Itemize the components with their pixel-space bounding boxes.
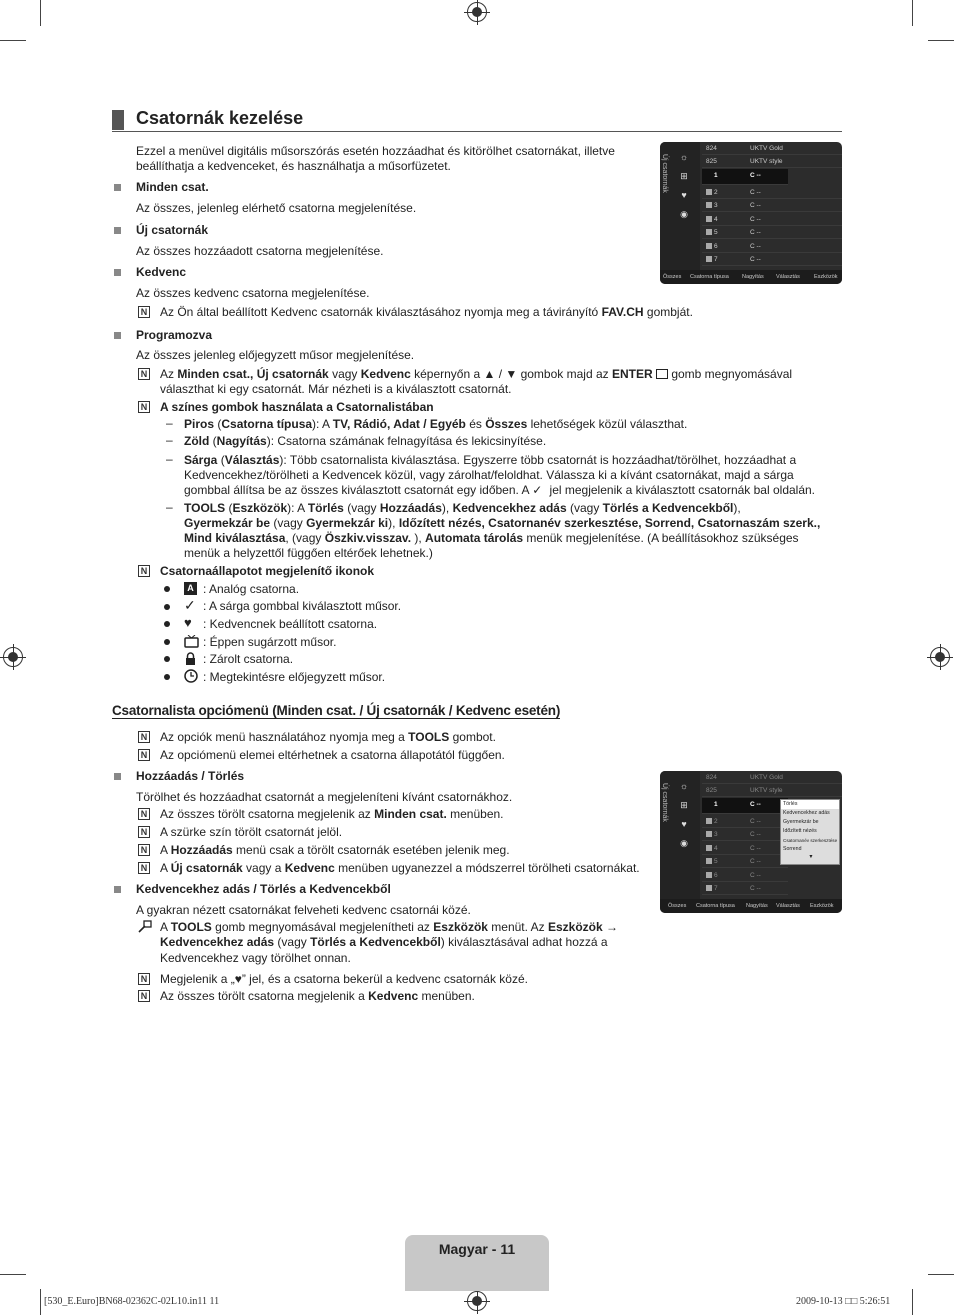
note-icon: N (138, 749, 150, 761)
channel-row: 5 C -- (702, 226, 842, 239)
note-icon: N (138, 731, 150, 743)
channel-row: 825 UKTV style (702, 155, 842, 168)
crop-mark (928, 40, 954, 41)
item-title: Programozva (136, 328, 213, 342)
note-icon: N (138, 565, 150, 577)
channel-row: 2 C -- (702, 186, 842, 199)
list-dot (164, 604, 170, 610)
bullet-icon (114, 886, 121, 893)
enter-icon (656, 369, 668, 379)
list-dot (164, 586, 170, 592)
tv-icon (184, 635, 198, 648)
note-icon: N (138, 306, 150, 318)
channel-row: 7 C -- (702, 882, 788, 895)
icon-desc: : Zárolt csatorna. (203, 652, 294, 666)
dash: – (166, 433, 173, 447)
item-desc: Az összes kedvenc csatorna megjelenítése. (136, 286, 370, 300)
clock-icon: ◉ (680, 838, 688, 848)
channel-row: 2 C -- (702, 815, 788, 828)
channel-row: 6 C -- (702, 869, 788, 882)
crop-mark (912, 0, 913, 26)
item-title: Új csatornák (136, 223, 209, 237)
registration-mark-icon (467, 1291, 487, 1311)
color-button-desc: Zöld (Nagyítás): Csatorna számának felnagyítása és lekicsinyítése. (184, 434, 547, 448)
item-desc: Az összes jelenleg előjegyzett műsor megjelenítése. (136, 348, 415, 362)
tools-menu (780, 799, 840, 865)
title-bar (112, 110, 842, 132)
note-text: Az opciómenü elemei eltérhetnek a csatorna állapotától függően. (160, 748, 505, 762)
checkmark-icon: ✓ (184, 597, 196, 613)
item-title: Hozzáadás / Törlés (136, 769, 245, 783)
tools-desc: menük a helyzettől függően eltérőek lehetnek.) (184, 546, 433, 560)
channel-list-tools-screen (660, 771, 842, 913)
crop-mark (0, 40, 26, 41)
note-icon: N (138, 826, 150, 838)
note-icon: N (138, 808, 150, 820)
page-number-tab (405, 1235, 549, 1291)
tools-desc: Gyermekzár be (vagy Gyermekzár ki), Időzített nézés, Csatornanév szerkesztése, Sorrend, Csatornaszám szerk., (184, 516, 821, 530)
intro-line: Ezzel a menüvel digitális műsorszórás esetén hozzáadhat és kitörölhet csatornákat, illetve (136, 144, 615, 158)
color-button-desc: Piros (Csatorna típusa): A TV, Rádió, Adat / Egyéb és Összes lehetőségek közül választhat. (184, 417, 688, 431)
bullet-icon (114, 269, 121, 276)
add-channel-icon: ⊞ (680, 171, 688, 181)
add-channel-icon: ⊞ (680, 800, 688, 810)
channel-row: 824 UKTV Gold (702, 142, 842, 155)
screen-footer: Összes Csatorna típusa Nagyítás Választás Eszközök (660, 899, 842, 913)
heart-icon: ♥ (681, 190, 687, 200)
tools-desc: Mind kiválasztása, (vagy Öszkiv.visszav. ), Automata tárolás menük megjelenítése. (A beállításokhoz szükséges (184, 531, 799, 545)
page-number: Magyar - 11 (438, 1241, 516, 1257)
channel-row: 4 C -- (702, 842, 788, 855)
analog-icon: A (184, 582, 197, 595)
channel-list-screen (660, 142, 842, 284)
channel-row: 3 C -- (702, 199, 842, 212)
list-dot (164, 656, 170, 662)
note-text: Az Ön által beállított Kedvenc csatornák kiválasztásához nyomja meg a távirányító FAV.CH gombját. (160, 305, 693, 319)
title-marker (112, 110, 124, 130)
tools-note: A TOOLS gomb megnyomásával megjelenítheti az Eszközök menüt. Az Eszközök → (160, 920, 619, 934)
color-button-desc: Kedvencekhez/törölheti a Kedvencek közül, vagy zárolhat/feloldhat. Válassza ki a kívánt csatornákat, majd a sárga (184, 468, 794, 482)
crop-mark (40, 0, 41, 26)
note-text: A szürke szín törölt csatornát jelöl. (160, 825, 343, 839)
bullet-icon (114, 332, 121, 339)
crop-mark (928, 1274, 954, 1275)
item-desc: Törölhet és hozzáadhat csatornát a megjeleníteni kívánt csatornákhoz. (136, 790, 513, 804)
color-button-desc: gombbal állítsa be az összes kiválasztott csatornát egy időben. A ✓ jel megjelenik a kiválasztott csatornák bal oldalán. (184, 483, 816, 497)
list-dot (164, 621, 170, 627)
screen-footer: Összes Csatorna típusa Nagyítás Választás Eszközök (660, 270, 842, 284)
note-icon: N (138, 844, 150, 856)
antenna-icon: ☼ (679, 152, 689, 162)
item-title: Minden csat. (136, 180, 209, 194)
file-info: [530_E.Euro]BN68-02362C-02L10.in11 11 (44, 1296, 220, 1307)
note-title: Csatornaállapotot megjelenítő ikonok (160, 564, 375, 578)
bullet-icon (114, 184, 121, 191)
list-dot (164, 639, 170, 645)
registration-mark-icon (930, 647, 950, 667)
icon-desc: : Analóg csatorna. (203, 582, 300, 596)
item-desc: Az összes, jelenleg elérhető csatorna megjelenítése. (136, 201, 417, 215)
tools-menu-item[interactable]: Kedvencekhez adás (783, 810, 830, 816)
note-text: Megjelenik a „♥” jel, és a csatorna bekerül a kedvenc csatornák közé. (160, 972, 528, 986)
note-text: A Új csatornák vagy a Kedvenc menüben ugyanezzel a módszerrel törölheti csatornákat. (160, 861, 640, 875)
heart-icon: ♥ (234, 972, 242, 986)
channel-row-selected: 1 C -- (702, 798, 788, 814)
note-title: A színes gombok használata a Csatornalistában (160, 400, 434, 414)
icon-desc: : Kedvencnek beállított csatorna. (203, 617, 378, 631)
tools-menu-item[interactable]: Időzített nézés (783, 828, 817, 834)
channel-row: 5 C -- (702, 855, 788, 868)
tools-desc: TOOLS (Eszközök): A Törlés (vagy Hozzáadás), Kedvencekhez adás (vagy Törlés a Kedvencekből), (184, 501, 741, 515)
bullet-icon (114, 227, 121, 234)
antenna-icon: ☼ (679, 781, 689, 791)
note-icon: N (138, 368, 150, 380)
note-text: Az összes törölt csatorna megjelenik a Kedvenc menüben. (160, 989, 475, 1003)
item-title: Kedvencekhez adás / Törlés a Kedvencekből (136, 882, 391, 896)
item-desc: Az összes hozzáadott csatorna megjelenítése. (136, 244, 384, 258)
note-icon: N (138, 862, 150, 874)
color-button-desc: Sárga (Választás): Több csatornalista kiválasztása. Egyszerre több csatornát is hozzáadhat/törölhet, hozzáadhat a (184, 453, 797, 467)
intro-line: beállíthatja a kedvenceket, és használhatja a műsorfüzetet. (136, 159, 451, 173)
crop-mark (0, 1274, 26, 1275)
note-text: Az opciók menü használatához nyomja meg a TOOLS gombot. (160, 730, 496, 744)
note-text: választhat ki egy csatornát. Már nézheti is a kiválasztott csatornát. (160, 382, 512, 396)
dash: – (166, 500, 173, 514)
channel-row: 6 C -- (702, 240, 842, 253)
icon-desc: : Éppen sugárzott műsor. (203, 635, 337, 649)
note-text: Az összes törölt csatorna megjelenik az Minden csat. menüben. (160, 807, 504, 821)
tools-note: Kedvencekhez vagy törölhet onnan. (160, 951, 351, 965)
print-timestamp: 2009-10-13 □□ 5:26:51 (796, 1296, 891, 1307)
crop-mark (912, 1289, 913, 1315)
registration-mark-icon (3, 647, 23, 667)
channel-row: 3 C -- (702, 828, 788, 841)
clock-icon (184, 669, 198, 682)
screen-side-label: Új csatornák (661, 154, 668, 193)
screen-side-label: Új csatornák (661, 783, 668, 822)
checkmark-icon: ✓ (532, 483, 543, 497)
channel-row: 4 C -- (702, 213, 842, 226)
heart-icon: ♥ (184, 615, 192, 630)
registration-mark-icon (467, 2, 487, 22)
heart-icon: ♥ (681, 819, 687, 829)
note-icon: N (138, 973, 150, 985)
clock-icon: ◉ (680, 209, 688, 219)
channel-row-selected: 1 C -- (702, 169, 788, 185)
tools-menu-item[interactable]: Gyermekzár be (783, 819, 819, 825)
crop-mark (40, 1289, 41, 1315)
dash: – (166, 452, 173, 466)
dash: – (166, 416, 173, 430)
note-text: A Hozzáadás menü csak a törölt csatornák esetében jelenik meg. (160, 843, 510, 857)
screen-sidebar (660, 142, 700, 270)
tools-icon (138, 920, 152, 933)
note-icon: N (138, 990, 150, 1002)
screen-sidebar (660, 771, 700, 899)
tools-menu-item[interactable]: Törlés (781, 800, 839, 809)
item-title: Kedvenc (136, 265, 187, 279)
section-heading: Csatornalista opciómenü (Minden csat. / Új csatornák / Kedvenc esetén) (112, 703, 561, 718)
lock-icon (184, 652, 198, 665)
channel-row: 7 C -- (702, 253, 842, 266)
channel-row: 824 UKTV Gold (702, 771, 842, 784)
list-dot (164, 674, 170, 680)
item-desc: A gyakran nézett csatornákat felveheti kedvenc csatornái közé. (136, 903, 471, 917)
icon-desc: : A sárga gombbal kiválasztott műsor. (203, 599, 402, 613)
note-icon: N (138, 401, 150, 413)
icon-desc: : Megtekintésre előjegyzett műsor. (203, 670, 386, 684)
page-title: Csatornák kezelése (136, 108, 304, 128)
bullet-icon (114, 773, 121, 780)
tools-note: Kedvencekhez adás (vagy Törlés a Kedvencekből) kiválasztásával adhat hozzá a (160, 935, 608, 949)
channel-row: 825 UKTV style (702, 784, 842, 797)
note-text: Az Minden csat., Új csatornák vagy Kedvenc képernyőn a ▲ / ▼ gombok majd az ENTER gomb megnyomásával (160, 367, 793, 381)
tools-menu-item[interactable]: Csatornanév szerkesztése (783, 838, 838, 843)
tools-menu-item[interactable]: Sorrend (783, 846, 802, 852)
menu-down-arrow-icon: ▼ (808, 854, 814, 860)
